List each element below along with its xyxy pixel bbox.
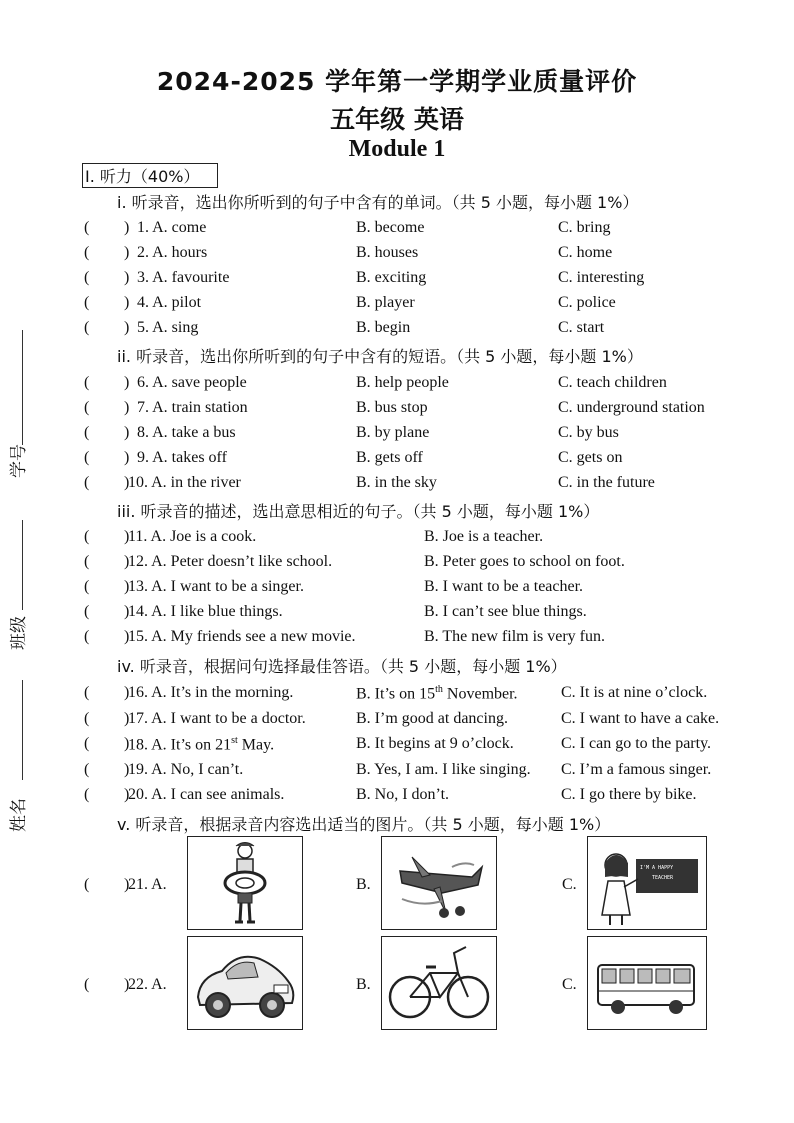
answer-paren-open: ( xyxy=(84,269,90,286)
answer-paren-open: ( xyxy=(84,449,90,466)
board-text-line1: I'M A HAPPY xyxy=(640,865,674,871)
question-option-b: B. Peter goes to school on foot. xyxy=(424,553,625,570)
question-option-a: 22. A. xyxy=(128,976,167,993)
answer-paren-close: ) xyxy=(124,786,130,803)
question-option-a: 16. A. It’s in the morning. xyxy=(128,684,294,701)
answer-paren-open: ( xyxy=(84,294,90,311)
bus-icon xyxy=(588,937,706,1029)
answer-paren-open: ( xyxy=(84,876,90,893)
question-option-a: 2. A. hours xyxy=(137,244,208,261)
answer-paren-close: ) xyxy=(124,219,130,236)
question-option-c: C. I’m a famous singer. xyxy=(561,761,712,778)
board-text xyxy=(640,863,673,883)
part4-instruction: iv. 听录音，根据问句选择最佳答语。（共 5 小题，每小题 1%） xyxy=(117,657,567,676)
answer-paren-open: ( xyxy=(84,474,90,491)
question-option-c: C. police xyxy=(558,294,616,311)
question-option-c: C. home xyxy=(558,244,613,261)
question-option-a: 14. A. I like blue things. xyxy=(128,603,283,620)
part5-instruction: v. 听录音，根据录音内容选出适当的图片。（共 5 小题，每小题 1%） xyxy=(117,815,611,834)
question-option-a: 21. A. xyxy=(128,876,167,893)
part2-instruction: ii. 听录音，选出你所听到的句子中含有的短语。（共 5 小题，每小题 1%） xyxy=(117,347,643,366)
question-option-a: 20. A. I can see animals. xyxy=(128,786,285,803)
question-option-a: 4. A. pilot xyxy=(137,294,202,311)
answer-paren-close: ) xyxy=(124,374,130,391)
question-option-b: B. player xyxy=(356,294,415,311)
teacher-icon xyxy=(588,837,706,929)
answer-paren-close: ) xyxy=(124,735,130,752)
question-row xyxy=(0,684,794,708)
plane-picture xyxy=(381,836,497,930)
answer-paren-close: ) xyxy=(124,710,130,727)
question-option-a: 1. A. come xyxy=(137,219,207,236)
grade-subject: 五年级 英语 xyxy=(330,105,464,134)
lifeguard-icon xyxy=(188,837,302,929)
answer-paren-open: ( xyxy=(84,319,90,336)
question-option-b: B. help people xyxy=(356,374,449,391)
question-option-b: B. bus stop xyxy=(356,399,428,416)
question-option-a: 12. A. Peter doesn’t like school. xyxy=(128,553,333,570)
question-option-b: B. It begins at 9 o’clock. xyxy=(356,735,514,752)
question-row xyxy=(0,553,794,577)
lifeguard-picture xyxy=(187,836,303,930)
question-option-a: 3. A. favourite xyxy=(137,269,230,286)
question-option-a: 6. A. save people xyxy=(137,374,247,391)
question-option-b: B. gets off xyxy=(356,449,423,466)
question-row xyxy=(0,424,794,448)
option-b-text: B. It’s on 15 xyxy=(356,685,436,703)
exam-title: 2024-2025 学年第一学期学业质量评价 xyxy=(156,67,638,96)
answer-paren-open: ( xyxy=(84,735,90,752)
question-option-b: B. in the sky xyxy=(356,474,437,491)
question-option-c: C. It is at nine o’clock. xyxy=(561,684,708,701)
question-row xyxy=(0,374,794,398)
answer-paren-close: ) xyxy=(124,294,130,311)
question-option-b: B. begin xyxy=(356,319,411,336)
answer-paren-open: ( xyxy=(84,786,90,803)
question-option-b: B. Yes, I am. I like singing. xyxy=(356,761,531,778)
answer-paren-open: ( xyxy=(84,976,90,993)
question-option-b: B. Joe is a teacher. xyxy=(424,528,544,545)
question-option-c: C. by bus xyxy=(558,424,619,441)
question-row xyxy=(0,219,794,243)
answer-paren-close: ) xyxy=(124,976,130,993)
answer-paren-close: ) xyxy=(124,628,130,645)
answer-paren-close: ) xyxy=(124,761,130,778)
bicycle-icon xyxy=(382,937,496,1029)
class-label: 班级 xyxy=(9,616,29,650)
board-text-line2: TEACHER xyxy=(652,875,674,881)
answer-paren-open: ( xyxy=(84,374,90,391)
question-option-b: B. houses xyxy=(356,244,419,261)
module-title: Module 1 xyxy=(348,136,446,162)
option-a-text-end: May. xyxy=(237,736,275,754)
answer-paren-open: ( xyxy=(84,684,90,701)
question-option-a: 11. A. Joe is a cook. xyxy=(128,528,257,545)
ordinal-suffix: th xyxy=(435,684,443,695)
question-option-a: 19. A. No, I can’t. xyxy=(128,761,244,778)
question-option-a: 8. A. take a bus xyxy=(137,424,236,441)
question-option-b: B. become xyxy=(356,219,425,236)
question-option-a: 17. A. I want to be a doctor. xyxy=(128,710,306,727)
answer-paren-close: ) xyxy=(124,244,130,261)
car-icon xyxy=(188,937,302,1029)
answer-paren-open: ( xyxy=(84,553,90,570)
question-option-c: C. bring xyxy=(558,219,611,236)
bus-picture xyxy=(587,936,707,1030)
question-row xyxy=(0,269,794,293)
answer-paren-open: ( xyxy=(84,528,90,545)
question-option-a: 9. A. takes off xyxy=(137,449,227,466)
question-option-a: 13. A. I want to be a singer. xyxy=(128,578,304,595)
question-row xyxy=(0,578,794,602)
part1-instruction: i. 听录音，选出你所听到的句子中含有的单词。（共 5 小题，每小题 1%） xyxy=(117,193,639,212)
question-row xyxy=(0,244,794,268)
question-option-c: C. xyxy=(562,876,577,893)
bike-picture xyxy=(381,936,497,1030)
answer-paren-close: ) xyxy=(124,528,130,545)
question-row xyxy=(0,761,794,785)
answer-paren-close: ) xyxy=(124,876,130,893)
question-row xyxy=(0,603,794,627)
name-label: 姓名 xyxy=(9,798,29,832)
question-option-c: C. I can go to the party. xyxy=(561,735,712,752)
question-option-c: C. start xyxy=(558,319,605,336)
question-row xyxy=(0,399,794,423)
question-option-b: B. I want to be a teacher. xyxy=(424,578,584,595)
answer-paren-open: ( xyxy=(84,628,90,645)
section-listening-title: I. 听力（40%） xyxy=(82,163,218,188)
question-row xyxy=(0,449,794,473)
question-option-c: C. I want to have a cake. xyxy=(561,710,720,727)
question-option-b xyxy=(356,684,518,703)
question-option-c: C. in the future xyxy=(558,474,655,491)
teacher-picture xyxy=(587,836,707,930)
answer-paren-close: ) xyxy=(124,553,130,570)
question-option-c: C. teach children xyxy=(558,374,667,391)
question-row xyxy=(0,710,794,734)
question-option-b: B. No, I don’t. xyxy=(356,786,450,803)
answer-paren-close: ) xyxy=(124,269,130,286)
answer-paren-close: ) xyxy=(124,424,130,441)
question-option-b: B. The new film is very fun. xyxy=(424,628,606,645)
question-option-c: C. I go there by bike. xyxy=(561,786,697,803)
question-option-a: 5. A. sing xyxy=(137,319,199,336)
question-option-b: B. by plane xyxy=(356,424,430,441)
student-no-label: 学号 xyxy=(9,444,29,478)
question-option-a: 15. A. My friends see a new movie. xyxy=(128,628,356,645)
part3-instruction: iii. 听录音的描述，选出意思相近的句子。（共 5 小题，每小题 1%） xyxy=(117,502,600,521)
answer-paren-open: ( xyxy=(84,603,90,620)
question-option-b: B. I’m good at dancing. xyxy=(356,710,508,727)
option-a-text: 18. A. It’s on 21 xyxy=(128,736,232,754)
question-option-a: 7. A. train station xyxy=(137,399,248,416)
airplane-icon xyxy=(382,837,496,929)
question-row xyxy=(0,528,794,552)
question-row xyxy=(0,735,794,759)
question-option-a xyxy=(128,735,274,754)
question-row xyxy=(0,786,794,810)
question-option-b: B. exciting xyxy=(356,269,427,286)
answer-paren-open: ( xyxy=(84,710,90,727)
car-picture xyxy=(187,936,303,1030)
answer-paren-close: ) xyxy=(124,474,130,491)
question-option-c: C. interesting xyxy=(558,269,645,286)
question-row xyxy=(0,294,794,318)
question-option-b: B. xyxy=(356,876,371,893)
question-row xyxy=(0,628,794,652)
question-option-a: 10. A. in the river xyxy=(128,474,241,491)
answer-paren-open: ( xyxy=(84,424,90,441)
question-option-c: C. gets on xyxy=(558,449,623,466)
question-option-c: C. underground station xyxy=(558,399,705,416)
answer-paren-open: ( xyxy=(84,761,90,778)
answer-paren-close: ) xyxy=(124,578,130,595)
option-b-text-end: November. xyxy=(442,685,518,703)
question-option-c: C. xyxy=(562,976,577,993)
ordinal-suffix: st xyxy=(231,735,238,746)
answer-paren-close: ) xyxy=(124,684,130,701)
answer-paren-open: ( xyxy=(84,578,90,595)
answer-paren-open: ( xyxy=(84,219,90,236)
answer-paren-close: ) xyxy=(124,319,130,336)
question-option-b: B. I can’t see blue things. xyxy=(424,603,587,620)
question-option-b: B. xyxy=(356,976,371,993)
answer-paren-open: ( xyxy=(84,399,90,416)
answer-paren-close: ) xyxy=(124,603,130,620)
answer-paren-open: ( xyxy=(84,244,90,261)
question-row xyxy=(0,474,794,498)
question-row xyxy=(0,319,794,343)
answer-paren-close: ) xyxy=(124,399,130,416)
answer-paren-close: ) xyxy=(124,449,130,466)
